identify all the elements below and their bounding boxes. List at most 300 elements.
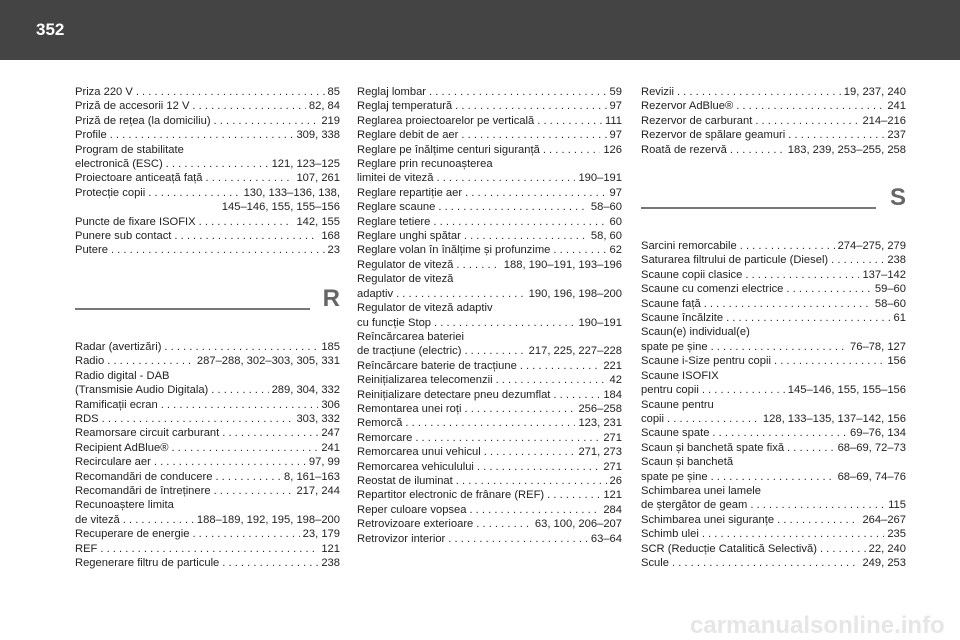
index-entry	[357, 402, 622, 416]
dot-leader	[543, 143, 600, 157]
index-entry	[357, 445, 622, 459]
entry-pages: 19, 237, 240	[843, 86, 906, 98]
dot-leader	[211, 383, 268, 397]
entry-term: electronică (ESC)	[75, 158, 163, 171]
entry-pages: 63–64	[590, 532, 622, 545]
index-entry	[641, 114, 906, 128]
entry-pages: 63, 100, 206–207	[534, 518, 622, 531]
index-column-2	[357, 85, 622, 546]
entry-pages: 121, 123–125	[271, 158, 340, 171]
entry-pages: 303, 332	[296, 412, 340, 425]
entry-term: de tracțiune (electric)	[357, 345, 462, 358]
entry-term: Recirculare aer	[75, 456, 151, 469]
dot-leader	[222, 556, 318, 570]
entry-term: spate pe șine	[641, 340, 708, 353]
index-entry	[641, 143, 906, 157]
dot-leader	[496, 373, 607, 387]
dot-leader	[787, 441, 835, 455]
entry-pages: 249, 253	[862, 556, 906, 569]
section-letter: S	[889, 184, 906, 212]
index-entry	[75, 513, 340, 527]
entry-pages: 274–275, 279	[837, 240, 906, 253]
entry-term: pentru copii	[641, 384, 699, 397]
index-entry	[75, 383, 340, 397]
entry-pages: 256–258	[578, 402, 622, 415]
entry-pages: 306	[321, 398, 340, 411]
dot-leader	[464, 402, 575, 416]
dot-leader	[438, 200, 588, 214]
entry-term: Reinițializarea telecomenzii	[357, 374, 493, 387]
dot-leader	[456, 474, 607, 488]
index-entry	[641, 556, 906, 570]
dot-leader	[455, 99, 606, 113]
entry-term: REF	[75, 542, 98, 555]
entry-term: Protecție copii	[75, 186, 146, 199]
entry-pages: 58, 60	[590, 230, 622, 243]
entry-term: Scaune încălzite	[641, 312, 724, 325]
index-entry-heading: Regulator de viteză	[357, 273, 454, 286]
entry-pages: 82, 84	[308, 100, 340, 113]
entry-pages: 97	[609, 129, 622, 142]
dot-leader	[476, 517, 532, 531]
entry-term: Scaun și banchetă spate fixă	[641, 441, 785, 454]
index-entry	[75, 340, 340, 354]
entry-pages: 121	[603, 489, 622, 502]
entry-term: Recuperare de energie	[75, 528, 190, 541]
index-column-1	[75, 85, 340, 570]
entry-pages: 68–69, 74–76	[837, 470, 906, 483]
entry-term: Rezervor de spălare geamuri	[641, 129, 786, 142]
entry-term: SCR (Reducție Catalitică Selectivă)	[641, 542, 817, 555]
entry-pages: 190, 196, 198–200	[528, 287, 622, 300]
entry-term: Reamorsare circuit carburant	[75, 427, 220, 440]
index-entry	[357, 316, 622, 330]
entry-pages: 85	[327, 86, 340, 98]
section-header-s	[641, 183, 906, 227]
index-entry	[641, 268, 906, 282]
index-entry-heading: Schimbarea unei lamele	[641, 484, 762, 497]
index-entry	[75, 186, 340, 200]
entry-pages: 68–69, 72–73	[837, 441, 906, 454]
dot-leader	[206, 171, 294, 185]
entry-pages: 142, 155	[296, 215, 340, 228]
dot-leader	[214, 484, 294, 498]
section-header-r	[75, 284, 340, 328]
entry-pages: 42	[609, 374, 622, 387]
entry-term: Retrovizoare exterioare	[357, 518, 474, 531]
index-entry	[357, 532, 622, 546]
dot-leader	[456, 258, 500, 272]
dot-leader	[730, 143, 785, 157]
entry-pages: 115	[888, 499, 906, 512]
dot-leader	[711, 470, 835, 484]
dot-leader	[831, 253, 884, 267]
entry-pages: 97, 99	[308, 456, 340, 469]
entry-pages: 97	[609, 186, 622, 199]
index-entry	[75, 128, 340, 142]
entry-pages: 168	[321, 230, 340, 243]
entry-pages: 22, 240	[868, 542, 906, 555]
entry-pages: 190–191	[578, 172, 622, 185]
dot-leader	[702, 527, 885, 541]
index-entry-heading: Program de stabilitate	[75, 143, 184, 156]
index-entry	[641, 441, 906, 455]
dot-leader	[520, 359, 601, 373]
index-entry	[641, 311, 906, 325]
entry-pages: 238	[887, 254, 906, 267]
entry-pages: 61	[893, 312, 906, 325]
entry-term: adaptiv	[357, 287, 394, 300]
entry-term: de viteză	[75, 513, 120, 526]
index-entry	[75, 157, 340, 171]
dot-leader	[171, 441, 318, 455]
entry-term: Scaune față	[641, 297, 701, 310]
dot-leader	[174, 229, 318, 243]
index-entry	[75, 99, 340, 113]
index-entry	[641, 99, 906, 113]
dot-leader	[712, 426, 847, 440]
dot-leader	[111, 243, 325, 257]
entry-term: Schimb ulei	[641, 528, 699, 541]
entry-term: Priza 220 V	[75, 86, 133, 98]
entry-term: Putere	[75, 244, 108, 257]
entry-pages: 121	[321, 542, 340, 555]
dot-leader	[677, 85, 841, 99]
entry-pages: 241	[887, 100, 906, 113]
entry-term: Scaune cu comenzi electrice	[641, 283, 784, 296]
dot-leader	[553, 243, 606, 257]
dot-leader	[820, 542, 866, 556]
dot-leader	[704, 297, 872, 311]
entry-pages: 60	[609, 215, 622, 228]
index-entry	[641, 354, 906, 368]
dot-leader	[711, 340, 847, 354]
entry-term: Remorcare	[357, 431, 413, 444]
index-entry	[75, 85, 340, 99]
entry-pages: 123, 231	[578, 417, 622, 430]
entry-term: Priză de rețea (la domiciliu)	[75, 114, 211, 127]
index-entry	[357, 416, 622, 430]
dot-leader	[214, 114, 319, 128]
entry-pages-continued: 145–146, 155, 155–156	[221, 201, 340, 214]
index-entry	[75, 114, 340, 128]
entry-term: Reglare repartiție aer	[357, 186, 463, 199]
index-entry	[357, 373, 622, 387]
entry-pages: 69–76, 134	[850, 427, 906, 440]
dot-leader	[465, 186, 606, 200]
dot-leader	[788, 128, 884, 142]
index-entry	[641, 542, 906, 556]
index-entry	[75, 398, 340, 412]
dot-leader	[740, 239, 835, 253]
dot-leader	[537, 114, 602, 128]
dot-leader	[777, 513, 859, 527]
index-entry	[357, 287, 622, 301]
entry-term: Profile	[75, 129, 107, 142]
entry-term: Rezervor AdBlue®	[641, 100, 734, 113]
dot-leader	[553, 388, 600, 402]
dot-leader	[215, 470, 281, 484]
entry-pages: 97	[609, 100, 622, 113]
index-entry	[75, 542, 340, 556]
entry-term: Reglaj lombar	[357, 86, 427, 98]
index-entry	[641, 498, 906, 512]
index-entry	[75, 426, 340, 440]
entry-pages: 62	[609, 244, 622, 257]
index-entry	[357, 99, 622, 113]
dot-leader	[164, 340, 318, 354]
entry-pages: 23	[327, 244, 340, 257]
entry-pages: 188–189, 192, 195, 198–200	[196, 513, 340, 526]
entry-pages: 26	[609, 474, 622, 487]
entry-term: spate pe șine	[641, 470, 708, 483]
index-entry-heading: Scaun și banchetă	[641, 456, 734, 469]
index-entry	[75, 556, 340, 570]
index-entry	[357, 114, 622, 128]
index-entry	[641, 383, 906, 397]
entry-term: Remorcă	[357, 417, 403, 430]
entry-term: Reglare pe înălțime centuri siguranță	[357, 143, 540, 156]
entry-term: Repartitor electronic de frânare (REF)	[357, 489, 545, 502]
entry-term: Recipient AdBlue®	[75, 441, 169, 454]
index-entry	[357, 517, 622, 531]
entry-term: Recomandări de conducere	[75, 470, 213, 483]
entry-pages: 287–288, 302–303, 305, 331	[196, 355, 340, 368]
entry-pages: 23, 179	[302, 528, 340, 541]
entry-pages: 111	[604, 114, 622, 127]
entry-term: cu funcție Stop	[357, 316, 432, 329]
entry-pages: 183, 239, 253–255, 258	[787, 143, 906, 156]
index-entry	[75, 441, 340, 455]
entry-pages: 8, 161–163	[284, 470, 340, 483]
entry-pages: 289, 304, 332	[271, 384, 340, 397]
index-entry	[357, 258, 622, 272]
entry-pages: 145–146, 155, 155–156	[787, 384, 906, 397]
entry-pages: 107, 261	[296, 172, 340, 185]
dot-leader	[136, 85, 325, 99]
index-entry	[357, 215, 622, 229]
entry-term: Reinițializare detectare pneu dezumflat	[357, 388, 551, 401]
dot-leader	[464, 344, 525, 358]
index-entry	[357, 171, 622, 185]
entry-pages: 126	[603, 143, 622, 156]
index-column-3	[641, 85, 906, 570]
index-entry	[641, 513, 906, 527]
page-header-bar	[0, 0, 960, 60]
index-entry	[75, 354, 340, 368]
entry-pages: 59–60	[874, 283, 906, 296]
index-entry	[357, 460, 622, 474]
index-entry-heading: Reîncărcarea bateriei	[357, 330, 464, 343]
index-entry	[75, 412, 340, 426]
entry-pages: 235	[887, 528, 906, 541]
index-entry	[75, 470, 340, 484]
entry-pages: 217, 225, 227–228	[528, 345, 622, 358]
dot-leader	[161, 398, 319, 412]
entry-term: Roată de rezervă	[641, 143, 727, 156]
entry-term: Reostat de iluminat	[357, 474, 453, 487]
entry-term: Reglare tetiere	[357, 215, 431, 228]
dot-leader	[199, 215, 294, 229]
dot-leader	[702, 383, 785, 397]
dot-leader	[469, 503, 600, 517]
entry-pages: 184	[603, 388, 622, 401]
index-entry	[641, 527, 906, 541]
index-entry	[357, 359, 622, 373]
index-entry	[357, 243, 622, 257]
dot-leader	[415, 431, 600, 445]
entry-pages: 284	[603, 503, 622, 516]
index-entry-heading: Scaun(e) individual(e)	[641, 326, 750, 339]
entry-term: Reglarea proiectoarelor pe verticală	[357, 114, 535, 127]
index-entry	[357, 200, 622, 214]
index-entry	[641, 128, 906, 142]
index-entry	[357, 474, 622, 488]
entry-pages: 217, 244	[296, 484, 340, 497]
entry-term: Punere sub contact	[75, 230, 172, 243]
entry-term: Reper culoare vopsea	[357, 503, 467, 516]
dot-leader	[222, 426, 318, 440]
dot-leader	[436, 171, 575, 185]
index-entry	[641, 412, 906, 426]
dot-leader	[464, 229, 588, 243]
dot-leader	[736, 99, 884, 113]
entry-term: Reglaj temperatură	[357, 100, 453, 113]
entry-term: limitei de viteză	[357, 172, 434, 185]
index-entry	[357, 128, 622, 142]
index-entry	[357, 388, 622, 402]
dot-leader	[774, 354, 884, 368]
entry-pages: 241	[321, 441, 340, 454]
dot-leader	[396, 287, 526, 301]
dot-leader	[448, 532, 588, 546]
index-entry	[357, 229, 622, 243]
entry-term: Reglare volan în înălțime și profunzime	[357, 244, 551, 257]
entry-term: Proiectoare anticeață față	[75, 172, 203, 185]
index-entry	[641, 340, 906, 354]
dot-leader	[154, 455, 306, 469]
entry-term: Sarcini remorcabile	[641, 240, 737, 253]
dot-leader	[192, 527, 299, 541]
entry-term: Scaune i-Size pentru copii	[641, 355, 771, 368]
dot-leader	[745, 268, 859, 282]
entry-term: Saturarea filtrului de particule (Diesel)	[641, 254, 829, 267]
entry-term: RDS	[75, 412, 99, 425]
entry-term: Remorcarea unui vehicul	[357, 446, 481, 459]
dot-leader	[123, 513, 194, 527]
index-entry	[641, 426, 906, 440]
entry-term: copii	[641, 412, 665, 425]
entry-term: Reglare debit de aer	[357, 129, 459, 142]
entry-term: Priză de accesorii 12 V	[75, 100, 190, 113]
index-entry	[75, 229, 340, 243]
dot-leader	[433, 215, 606, 229]
index-entry	[641, 297, 906, 311]
index-entry-heading: Radio digital - DAB	[75, 369, 170, 382]
dot-leader	[429, 85, 607, 99]
entry-term: Remontarea unei roți	[357, 402, 462, 415]
entry-pages: 264–267	[862, 513, 906, 526]
entry-term: Reglare unghi spătar	[357, 230, 461, 243]
entry-pages: 137–142	[862, 268, 906, 281]
entry-term: Regenerare filtru de particule	[75, 556, 220, 569]
entry-term: Scaune spate	[641, 427, 710, 440]
dot-leader	[192, 99, 305, 113]
index-entry	[357, 503, 622, 517]
dot-leader	[166, 157, 269, 171]
index-entry	[641, 470, 906, 484]
entry-pages: 188, 190–191, 193–196	[503, 258, 622, 271]
dot-leader	[110, 128, 294, 142]
entry-term: de ștergător de geam	[641, 499, 748, 512]
entry-pages: 190–191	[578, 316, 622, 329]
dot-leader	[434, 316, 575, 330]
entry-pages: 76–78, 127	[850, 340, 906, 353]
dot-leader	[672, 556, 859, 570]
entry-term: Remorcarea vehiculului	[357, 460, 474, 473]
section-divider	[641, 207, 876, 209]
dot-leader	[755, 114, 859, 128]
dot-leader	[547, 488, 600, 502]
entry-pages: 58–60	[874, 297, 906, 310]
index-entry	[357, 488, 622, 502]
dot-leader	[102, 412, 294, 426]
entry-pages: 238	[321, 556, 340, 569]
dot-leader	[786, 282, 871, 296]
entry-term: Retrovizor interior	[357, 532, 446, 545]
entry-pages: 185	[321, 340, 340, 353]
index-entry	[75, 171, 340, 185]
index-entry-heading: Reglare prin recunoașterea	[357, 158, 493, 171]
entry-pages: 271	[603, 431, 622, 444]
entry-term: Reglare scaune	[357, 201, 436, 214]
dot-leader	[477, 460, 600, 474]
dot-leader	[107, 354, 194, 368]
index-entry	[641, 253, 906, 267]
index-entry	[75, 455, 340, 469]
dot-leader	[750, 498, 885, 512]
entry-pages: 271, 273	[578, 446, 622, 459]
index-entry	[641, 85, 906, 99]
index-entry	[75, 243, 340, 257]
entry-pages: 128, 133–135, 137–142, 156	[762, 412, 906, 425]
entry-term: Recomandări de întreținere	[75, 484, 211, 497]
index-entry	[357, 143, 622, 157]
index-entry	[357, 431, 622, 445]
index-entry	[357, 344, 622, 358]
entry-term: Puncte de fixare ISOFIX	[75, 215, 196, 228]
dot-leader	[726, 311, 890, 325]
section-letter: R	[322, 284, 340, 312]
dot-leader	[148, 186, 240, 200]
entry-pages: 237	[887, 129, 906, 142]
index-entry	[357, 85, 622, 99]
index-entry-heading: Recunoaștere limita	[75, 499, 174, 512]
entry-term: Schimbarea unei siguranțe	[641, 513, 775, 526]
entry-pages: 130, 133–136, 138,	[243, 186, 340, 199]
dot-leader	[461, 128, 606, 142]
index-entry	[641, 239, 906, 253]
index-entry	[75, 527, 340, 541]
dot-leader	[405, 416, 575, 430]
entry-pages: 247	[321, 427, 340, 440]
entry-term: Radio	[75, 355, 105, 368]
entry-pages: 59	[609, 86, 622, 98]
index-entry	[75, 484, 340, 498]
watermark: carmanualsonline.info	[690, 612, 945, 639]
index-entry-heading: Scaune pentru	[641, 398, 714, 411]
index-entry-heading: Regulator de viteză adaptiv	[357, 302, 493, 315]
